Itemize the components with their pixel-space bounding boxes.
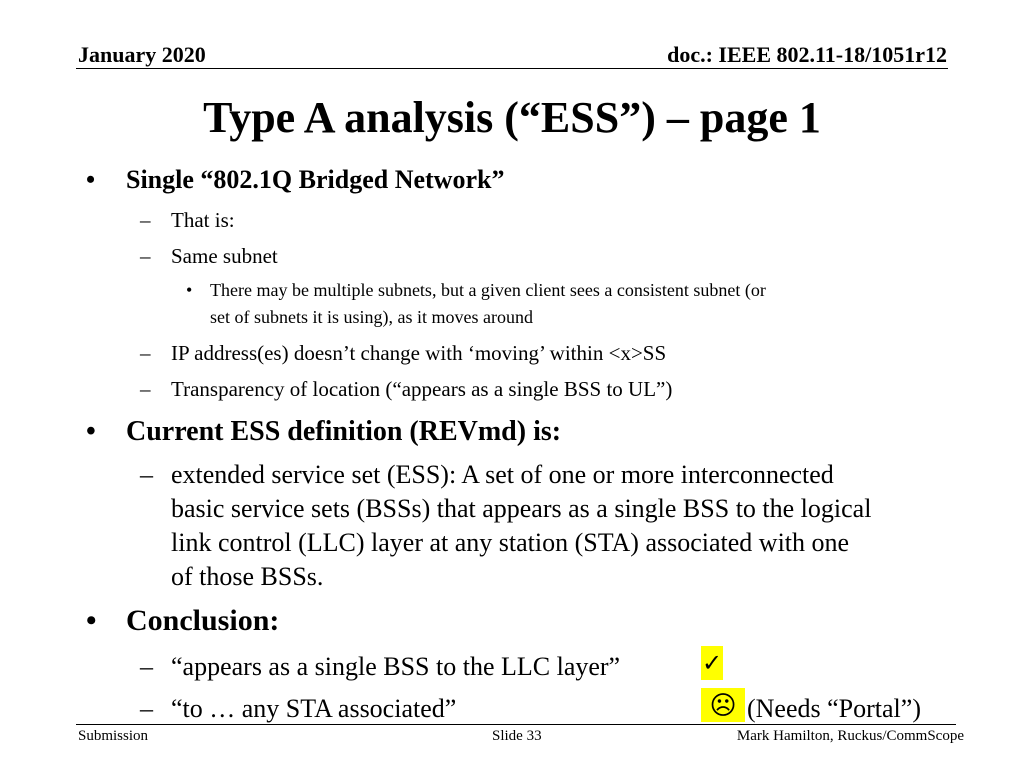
dash-marker: –: [140, 694, 153, 723]
bullet-2-text: Current ESS definition (REVmd) is:: [126, 416, 562, 447]
header-doc-id: doc.: IEEE 802.11-18/1051r12: [667, 42, 947, 67]
conclusion-item-2: “to … any STA associated”: [171, 694, 457, 723]
definition-line-2: basic service sets (BSSs) that appears as a single BSS to the logical: [171, 494, 872, 523]
note-line-2: set of subnets it is using), as it moves around: [210, 307, 533, 327]
footer-slide-number: Slide 33: [492, 728, 542, 744]
dash-marker: –: [140, 208, 151, 232]
definition-line-1: extended service set (ESS): A set of one or more interconnected: [171, 460, 834, 489]
note-line-1: There may be multiple subnets, but a given client sees a consistent subnet (or: [210, 280, 766, 300]
header-rule: [76, 68, 948, 69]
sad-face-icon: ☹: [701, 688, 745, 722]
bullet-marker: •: [186, 280, 193, 300]
sub-item-that-is: That is:: [171, 208, 235, 232]
dash-marker: –: [140, 341, 151, 365]
bullet-3-text: Conclusion:: [126, 604, 280, 637]
dash-marker: –: [140, 244, 151, 268]
bullet-marker: •: [86, 165, 96, 194]
sub-item-ip-address: IP address(es) doesn’t change with ‘moving’ within <x>SS: [171, 341, 667, 365]
dash-marker: –: [140, 652, 153, 681]
footer-author: Mark Hamilton, Ruckus/CommScope: [736, 728, 964, 744]
dash-marker: –: [140, 460, 153, 489]
footer-rule: [76, 724, 956, 725]
definition-line-4: of those BSSs.: [171, 562, 324, 591]
header-date: January 2020: [78, 42, 206, 67]
sub-item-transparency: Transparency of location (“appears as a single BSS to UL”): [171, 377, 673, 401]
dash-marker: –: [140, 377, 151, 401]
conclusion-item-1: “appears as a single BSS to the LLC layer”: [171, 652, 621, 681]
bullet-marker: •: [86, 604, 97, 637]
sub-item-same-subnet: Same subnet: [171, 244, 278, 268]
bullet-marker: •: [86, 416, 96, 447]
definition-line-3: link control (LLC) layer at any station (STA) associated with one: [171, 528, 850, 557]
slide-title: Type A analysis (“ESS”) – page 1: [203, 93, 821, 142]
check-mark-icon: ✓: [701, 646, 723, 680]
footer-submission: Submission: [78, 728, 149, 744]
portal-note: (Needs “Portal”): [747, 694, 921, 723]
bullet-1-text: Single “802.1Q Bridged Network”: [126, 165, 505, 194]
